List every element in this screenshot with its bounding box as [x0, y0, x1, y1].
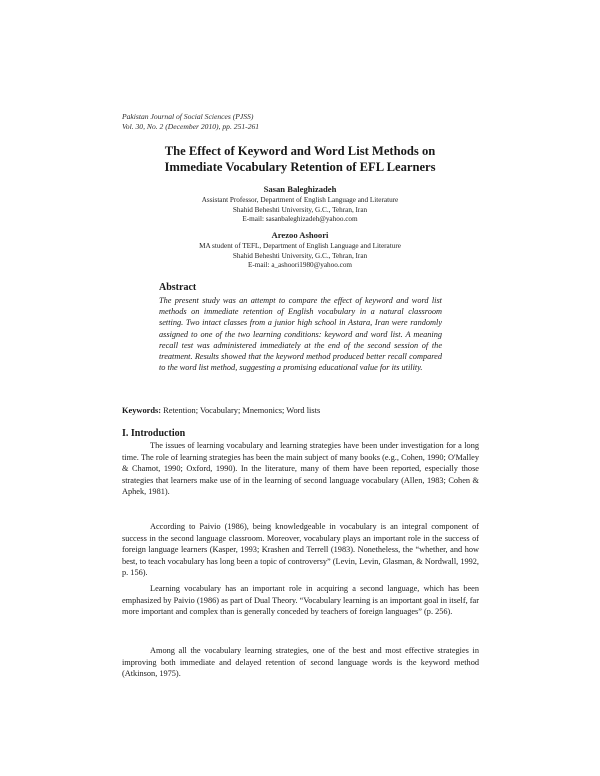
author-name: Sasan Baleghizadeh — [263, 184, 337, 194]
journal-name: Pakistan Journal of Social Sciences (PJSS) — [122, 112, 254, 121]
author-name: Arezoo Ashoori — [271, 230, 329, 240]
paper-title — [100, 143, 500, 175]
author-block — [100, 229, 500, 271]
keywords-label: Keywords: — [122, 406, 162, 415]
author-institution: Shahid Beheshti University, G.C., Tehran, Iran — [232, 205, 368, 214]
author-affiliation: Assistant Professor, Department of English Language and Literature — [201, 196, 399, 204]
author-email: E-mail: sasanbaleghizadeh@yahoo.com — [242, 215, 358, 223]
journal-issue: Vol. 30, No. 2 (December 2010), pp. 251-261 — [122, 122, 260, 131]
body-paragraph: The issues of learning vocabulary and learning strategies have been under investigation for a long time. The role of learning strategies has been the main subject of many books (e.g., Cohen, 1990; O'Malley & Chamot, 1990; Oxford, 1990). In the literature, many of them have been reported, especially those strategies that learners make use of in the learning of second language vocabulary (Allen, 1983; Cohen & Aphek, 1981). — [122, 441, 479, 496]
section-heading-introduction: I. Introduction — [122, 428, 186, 439]
keywords-line — [122, 405, 482, 416]
journal-header — [122, 112, 259, 132]
abstract-text: The present study was an attempt to compare the effect of keyword and word list methods on immediate retention of English vocabulary in a natural classroom setting. Two intact classes from a junior high school in Astara, Iran were randomly assigned to one of the two learning conditions: keyword and word list. A meaning recall test was administered immediately at the end of the second session of the treatment. Results showed that the keyword method produced better recall compared to the word list method, suggesting a promising educational value for its utility. — [159, 296, 442, 373]
paper-title-line-1: The Effect of Keyword and Word List Methods on — [164, 144, 436, 158]
keywords-text: Retention; Vocabulary; Mnemonics; Word lists — [163, 406, 321, 415]
author-email: E-mail: a_ashoori1980@yahoo.com — [247, 261, 353, 269]
abstract-heading: Abstract — [159, 282, 197, 293]
paper-title-line-2: Immediate Vocabulary Retention of EFL Learners — [164, 160, 436, 174]
author-block — [100, 183, 500, 225]
body-paragraph: Among all the vocabulary learning strategies, one of the best and most effective strategies in improving both immediate and delayed retention of second language words is the keyword method (Atkinson, 1975). — [122, 646, 479, 678]
author-institution: Shahid Beheshti University, G.C., Tehran, Iran — [232, 251, 368, 260]
author-affiliation: MA student of TEFL, Department of English Language and Literature — [199, 242, 401, 250]
body-paragraph: According to Paivio (1986), being knowledgeable in vocabulary is an integral component of success in the second language classroom. Moreover, vocabulary plays an important role in the success of foreign language learners (Kasper, 1993; Krashen and Terrell (1983). Nonetheless, the “whether, and how best, to teach vocabulary has long been a topic of controversy” (Levin, Levin, Glasman, & Nordwall, 1992, p. 156). — [122, 522, 479, 577]
abstract-section — [159, 281, 442, 373]
body-paragraph: Learning vocabulary has an important role in acquiring a second language, which has been emphasized by Paivio (1986) as part of Dual Theory. “Vocabulary learning is an important goal in itself, far more important and complex than is generally conceded by teachers of foreign languages” (p. 256). — [122, 584, 479, 616]
